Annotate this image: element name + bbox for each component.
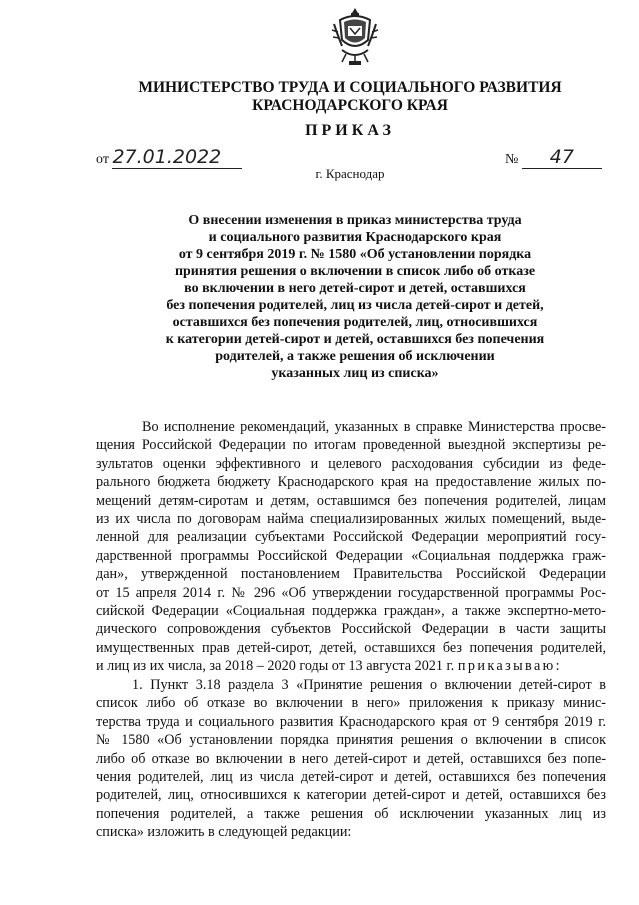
order-keyword: приказываю: <box>457 658 562 675</box>
subject-line: во включении в него детей-сирот и детей, оставшихся <box>184 281 526 296</box>
ministry-name-line2: КРАСНОДАРСКОГО КРАЯ <box>252 97 448 114</box>
document-subject <box>110 212 600 382</box>
preamble-last-text: и лиц из их числа, за 2018 – 2020 годы от 13 августа 2021 г. <box>96 658 455 675</box>
subject-line: принятия решения о включении в список либо об отказе <box>174 264 536 279</box>
subject-line: О внесении изменения в приказ министерства труда <box>188 213 522 228</box>
handwritten-date: 27.01.2022 <box>112 146 222 168</box>
city-name: г. Краснодар <box>315 166 385 181</box>
subject-line: и социального развития Краснодарского края <box>208 230 502 245</box>
subject-line: от 9 сентября 2019 г. № 1580 «Об установлении порядка <box>178 247 532 262</box>
subject-line: указанных лиц из списка» <box>271 366 439 381</box>
document-type-title: ПРИКАЗ <box>305 122 395 139</box>
coat-of-arms-emblem <box>330 6 380 68</box>
body-line: зультатов оценки эффективного и целевого расходования субсидии из феде- <box>96 455 606 472</box>
body-line: от 15 апреля 2014 г. № 296 «Об утверждении государственной программы Рос- <box>96 584 606 601</box>
body-line: попечения родителей, а также решения об исключении указанных лиц из <box>96 805 606 822</box>
body-line: из их числа по договорам найма специализированных жилых помещений, выде- <box>96 510 606 527</box>
body-line-final <box>96 657 606 675</box>
body-line: чения родителей, лиц из числа детей-сирот и детей, оставшихся без попечения <box>96 768 606 785</box>
subject-line: к категории детей-сирот и детей, оставшихся без попечения <box>165 332 545 347</box>
body-line: дарственной программы Российской Федерации «Социальная поддержка граж- <box>96 547 606 564</box>
body-line: родителей, лиц, относившихся к категории детей-сирот и детей, оставшихся без <box>96 787 606 804</box>
body-line: дического сопровождения субъектов Российской Федерации в части защиты <box>96 621 606 638</box>
body-line: имущественных прав детей-сирот, детей, оставшихся без попечения родителей, <box>96 639 606 656</box>
body-line: сийской Федерации «Социальная поддержка граждан», а также экспертно-мето- <box>96 602 606 619</box>
body-line: либо об отказе во включении в него детей-сирот и детей, оставшихся без попе- <box>96 750 606 767</box>
subject-line: оставшихся без попечения родителей, лиц, относившихся <box>172 315 538 330</box>
subject-line: родителей, а также решения об исключении <box>215 349 495 364</box>
number-prefix: № <box>505 152 519 167</box>
body-line: рального бюджета бюджету Краснодарского края на предоставление жилых по- <box>96 474 606 491</box>
clause-1-paragraph <box>96 676 606 842</box>
body-line: 1. Пункт 3.18 раздела 3 «Принятие решения о включении детей-сирот в <box>132 677 606 693</box>
body-line: терства труда и социального развития Краснодарского края от 9 сентября 2019 г. <box>96 713 606 730</box>
subject-line: без попечения родителей, лиц из числа детей-сирот и детей, <box>166 298 544 313</box>
body-line: ленной для реализации субъектами Российской Федерации мероприятий госу- <box>96 529 606 546</box>
preamble-paragraph <box>96 418 606 675</box>
body-line: дан», утвержденной постановлением Правительства Российской Федерации <box>96 566 606 583</box>
body-line: № 1580 «Об установлении порядка принятия решения о включении в список <box>96 732 606 749</box>
handwritten-number: 47 <box>549 146 574 168</box>
body-line: щения Российской Федерации по итогам проведенной выездной экспертизы ре- <box>96 437 606 454</box>
date-prefix: от <box>96 152 109 167</box>
body-line: список либо об отказе во включении в него» приложения к приказу минис- <box>96 695 606 712</box>
body-line: Во исполнение рекомендаций, указанных в справке Министерства просве- <box>142 419 606 435</box>
body-line: списка» изложить в следующей редакции: <box>96 824 352 841</box>
ministry-name-line1: МИНИСТЕРСТВО ТРУДА И СОЦИАЛЬНОГО РАЗВИТИЯ <box>138 79 562 96</box>
body-line: мещений детям-сиротам и детям, оставшимся без попечения родителей, лицам <box>96 492 606 509</box>
